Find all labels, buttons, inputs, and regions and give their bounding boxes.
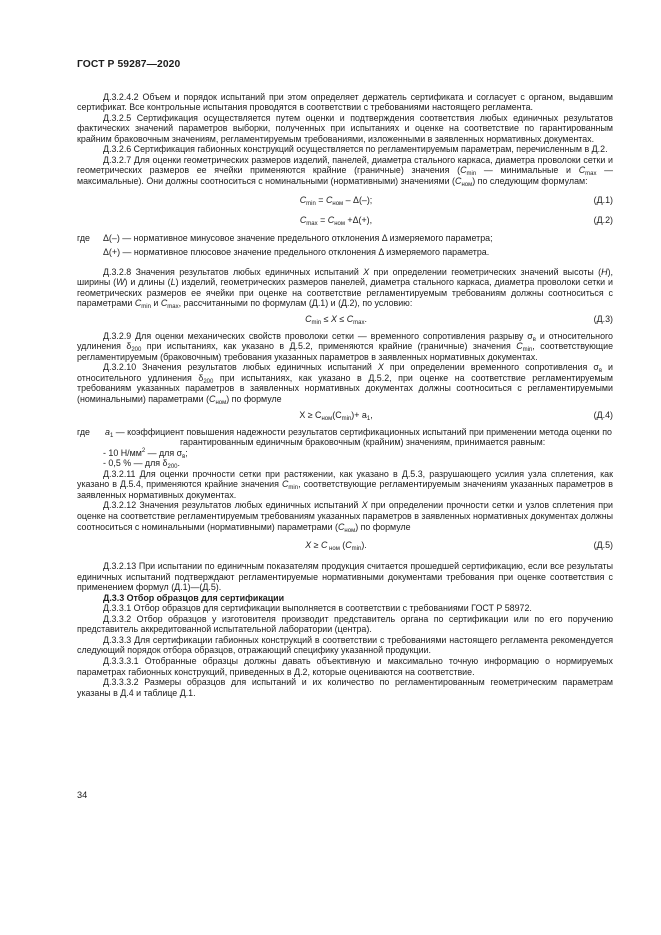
formula-number: (Д.4) [593,409,613,420]
formula-d3: $C_{min} \le X \le C_{max}$. (Д.3) [305,313,613,326]
formula-d2: $C_{max} = C_{ном} +\Delta(+)$, (Д.2) [299,215,613,228]
paragraph-d331: Д.3.3.1 Отбор образцов для сертификации выполняется в соответствии с требованиями ГОСТ Р 58972. [103,603,532,614]
formula-number: (Д.5) [593,540,613,551]
paragraph-d3332: Д.3.3.3.2 Размеры образцов для испытаний и их количество по регламентированным геометрическим параметрам указаны в Д.4 и таблице Д.1. [77,677,613,698]
paragraph-d3210: Д.3.2.10 Значения результатов любых единичных испытаний X при определении временного сопротивления $\sigma_в$ и относительного удлинения $\delta_{200}$ при испытаниях, как указано в Д.5.2, при оценке на соответствие регламентируемым требованиям указанных параметров в заявленных нормативных документах должны соотноситься с регламентируемыми (номинальными) параметрами $(C_{ном})$ по формуле [77,362,613,407]
formula-number: (Д.3) [593,313,613,324]
page-number: 34 [77,790,88,800]
paragraph-d326: Д.3.2.6 Сертификация габионных конструкций осуществляется по регламентируемым параметрам, перечисленным в Д.2. [103,144,608,155]
where-block-delta: где Δ(–) — нормативное минусовое значение предельного отклонения Δ измеряемого параметра; Δ(+) — нормативное плюсовое значение предельного отклонения Δ измеряемого параметра. [77,233,493,258]
formula-d1: $C_{min} = C_{ном} - \Delta(-)$; (Д.1) [299,195,613,208]
paragraph-d3211: Д.3.2.11 Для оценки прочности сетки при растяжении, как указано в Д.5.3, разрушающего усилия узла сплетения, как указано в Д.5.4, применяются крайние значения $C_{min}$, соответствующие регламентируемым значениям указанных параметров в заявленных нормативных документах. [77,468,613,500]
formula-number: (Д.2) [593,215,613,226]
formula-d5: X ≥ C $_{ном}$ $(C_{min})$. (Д.5) [305,540,613,553]
paragraph-d3212: Д.3.2.12 Значения результатов любых единичных испытаний X при определении прочности сетки и узлов сплетения при оценке на соответствие регламентируемым требованиям указанных параметров в заявленных нормативных документах должны соотноситься с номинальными (нормативными) параметрами $(C_{ном})$ по формуле [77,500,613,534]
paragraph-d3331: Д.3.3.3.1 Отобранные образцы должны давать объективную и максимально точную информацию о нормируемых параметрах габионных конструкций, приведенных в Д.2, которые оцениваются на соответствие. [77,655,613,677]
paragraph-d325: Д.3.2.5 Сертификация осуществляется путем оценки и подтверждения соответствия любых единичных результатов фактических значений параметров выборки, полученных при испытаниях и оценке на соответствие по гарантированным крайним браковочным значениям, регламентируемым требованиями, изложенными в заявленных нормативных документах. [77,112,613,144]
section-heading-d33: Д.3.3 Отбор образцов для сертификации [103,592,285,603]
paragraph-d3245-2: Д.3.2.4.2 Объем и порядок испытаний при этом определяет держатель сертификата и согласует с органом, выдавшим сертификат. Все контрольные испытания проводятся в соответствии с требованиями настоящего регламента. [77,91,613,113]
formula-d4: $X \ge C_{ном}(C_{min})+ a_1$, (Д.4) [299,409,613,422]
paragraph-d328: Д.3.2.8 Значения результатов любых единичных испытаний X при определении геометрических значений высоты (H), ширины (W) и длины (L) изделий, геометрических размеров панелей, диаметра стального каркаса, диаметра проволоки сетки и геометрических размеров ее ячейки при оценке на соответствие регламентируемым требованиям должны соотноситься с параметрами $C_{min}$ и $C_{max}$, рассчитанными по формулам (Д.1) и (Д.2), по условию: [77,266,613,311]
paragraph-d329: Д.3.2.9 Для оценки механических свойств проволоки сетки — временного сопротивления разрыву $\sigma_в$ и относительного удлинения $\delta_{200}$ при испытаниях, как указано в Д.5.2, применяются крайние (граничные) значения $C_{min}$, соответствующие регламентируемым (браковочным) требования указанных параметров в заявленных нормативных документах. [77,330,614,362]
formula-number: (Д.1) [593,195,613,206]
paragraph-d3213: Д.3.2.13 При испытании по единичным показателям продукция считается прошедшей сертификацию, если все результаты единичных испытаний подтверждают регламентируемые нормативными документами требования при оценке соответствия с применением формул (Д.1)—(Д.5). [77,561,613,593]
list-item-sigma: - 10 $Н/мм^2$ — для $\sigma_в$; [103,447,188,460]
paragraph-d332: Д.3.3.2 Отбор образцов у изготовителя производит представитель органа по сертификации или по его поручению представитель аккредитованной испытательной лаборатории (центра). [77,613,613,635]
paragraph-d333: Д.3.3.3 Для сертификации габионных конструкций в соответствии с требованиями настоящего регламента рекомендуется следующий порядок отбора образцов, отражающий специфику указанной продукции. [77,634,613,656]
paragraph-d327: Д.3.2.7 Для оценки геометрических размеров изделий, панелей, диаметра стального каркаса, диаметра проволоки сетки и геометрических размеров ее ячейки применяются крайние (граничные) значения ($C_{min}$ — минимальные и $C_{max}$ — максимальные). Они должны соотноситься с номинальными (нормативными) значениями $(C_{ном})$ по следующим формулам: [77,154,614,188]
list-item-delta: - 0,5 % — для $\delta_{200}$. [103,458,180,471]
where-block-a1: где $a_1$ — коэффициент повышения надежности результатов сертификационных испытаний при применении метода оценки по гарантированным единичным браковочным (крайним) значениям, принимается равным: [77,426,612,448]
document-header: ГОСТ Р 59287—2020 [77,59,181,70]
